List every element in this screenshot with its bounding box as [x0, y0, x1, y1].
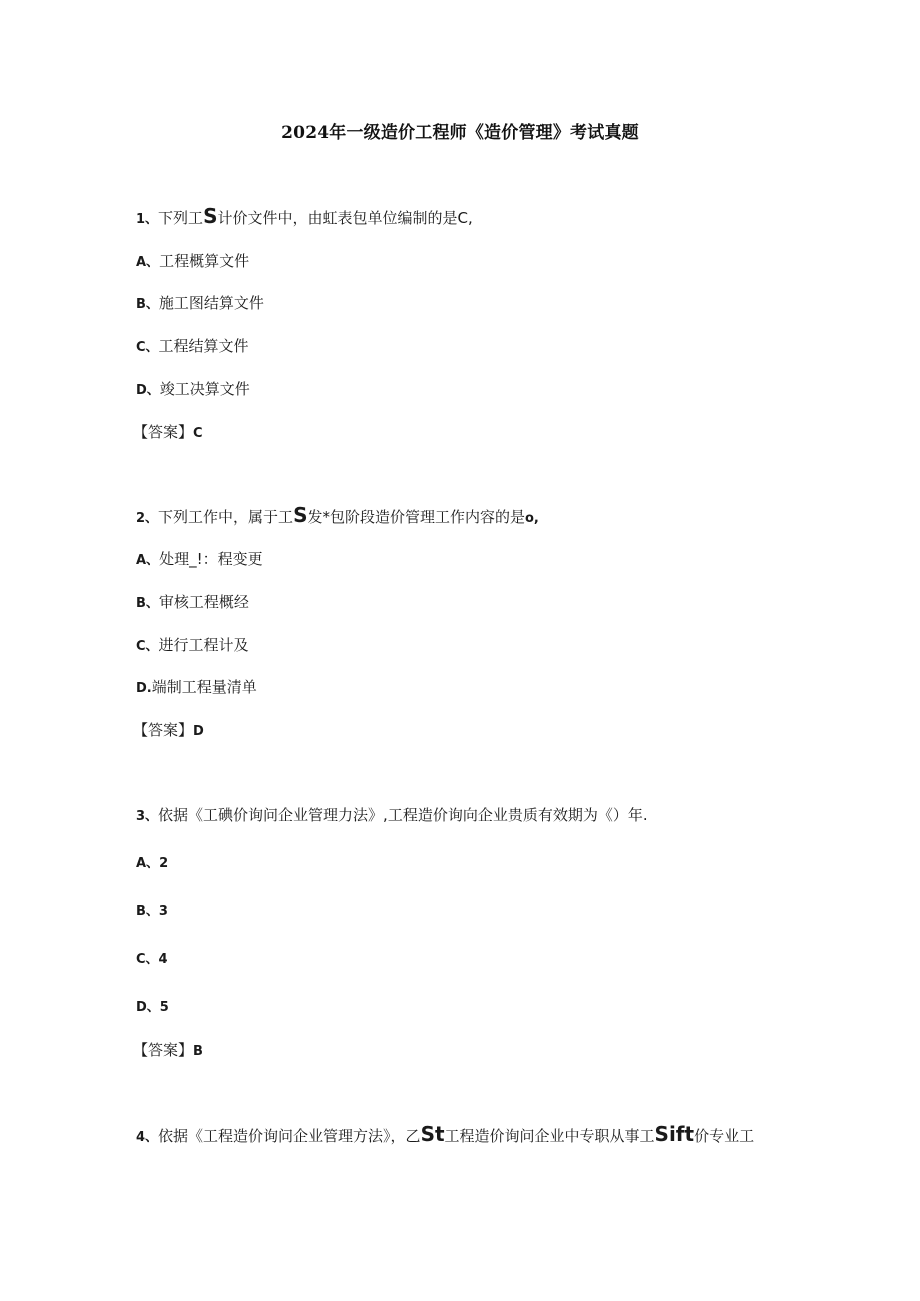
question-3-stem	[136, 804, 648, 828]
answer-line	[133, 421, 203, 445]
stem-text-garbled: St	[420, 1122, 445, 1146]
option-letter: A、	[136, 255, 160, 270]
stem-text-garbled: S	[203, 204, 218, 228]
option-text: 进行工程计及	[158, 636, 249, 654]
question-number: 1、	[136, 212, 159, 227]
option-letter: C、	[136, 952, 159, 967]
stem-text-garbled: S	[293, 503, 308, 527]
option-d	[136, 378, 250, 402]
answer-label: 【答案】	[133, 423, 194, 441]
option-letter: A、	[136, 856, 160, 871]
option-letter: A、	[136, 553, 160, 568]
option-b	[136, 899, 168, 923]
stem-text: 依据《工程造价询问企业管理方法》，乙	[158, 1127, 421, 1145]
stem-text: 依据《工碘价询问企业管理力法》,工程造价询向企业贵质有效期为《）年.	[158, 806, 648, 824]
option-c	[136, 947, 168, 971]
page-title: 2024年一级造价工程师《造价管理》考试真题	[281, 123, 639, 143]
option-text: 竣工决算文件	[159, 380, 250, 398]
stem-text: 工程造价询问企业中专职从事工	[444, 1127, 655, 1145]
question-4-stem	[136, 1124, 754, 1149]
answer-value: B	[193, 1044, 203, 1059]
answer-line	[133, 1039, 203, 1063]
stem-text-garbled: Sift	[654, 1122, 695, 1146]
stem-text: 下列工	[158, 209, 204, 227]
option-b	[136, 292, 264, 316]
option-letter: D、	[136, 383, 160, 398]
stem-text: 下列工作中，属于工	[158, 508, 294, 526]
question-1-stem	[136, 206, 473, 231]
answer-label: 【答案】	[133, 721, 194, 739]
option-letter: C、	[136, 340, 159, 355]
question-number: 2、	[136, 511, 159, 526]
option-text: 3	[158, 904, 168, 919]
option-c	[136, 634, 249, 658]
option-text: 处理_!：程变更	[159, 550, 263, 568]
question-number: 4、	[136, 1130, 159, 1145]
stem-text: 计价文件中，由虹表包单位编制的是C,	[217, 209, 473, 227]
option-letter: D、	[136, 1000, 160, 1015]
option-text: 端制工程量清单	[151, 678, 257, 696]
question-number: 3、	[136, 809, 159, 824]
option-letter: B、	[136, 297, 159, 312]
option-a	[136, 851, 168, 875]
answer-value: C	[193, 426, 203, 441]
option-text: 施工图结算文件	[158, 294, 264, 312]
option-a	[136, 250, 249, 274]
answer-value: D	[193, 724, 204, 739]
stem-text: 价专业工	[694, 1127, 755, 1145]
option-text: 2	[159, 856, 169, 871]
option-d	[136, 676, 257, 700]
option-letter: D.	[136, 681, 152, 696]
stem-text: 发*包阶段造价管理工作内容的是	[307, 508, 525, 526]
option-a	[136, 548, 263, 572]
option-text: 工程结算文件	[158, 337, 249, 355]
answer-line	[133, 719, 204, 743]
option-text: 4	[158, 952, 168, 967]
option-c	[136, 335, 249, 359]
option-letter: C、	[136, 639, 159, 654]
option-letter: B、	[136, 596, 159, 611]
option-text: 5	[159, 1000, 169, 1015]
option-d	[136, 995, 169, 1019]
stem-text-garbled: o,	[524, 511, 539, 526]
option-text: 工程概算文件	[159, 252, 250, 270]
option-text: 审核工程概经	[158, 593, 249, 611]
answer-label: 【答案】	[133, 1041, 194, 1059]
option-b	[136, 591, 249, 615]
question-2-stem	[136, 505, 539, 530]
option-letter: B、	[136, 904, 159, 919]
